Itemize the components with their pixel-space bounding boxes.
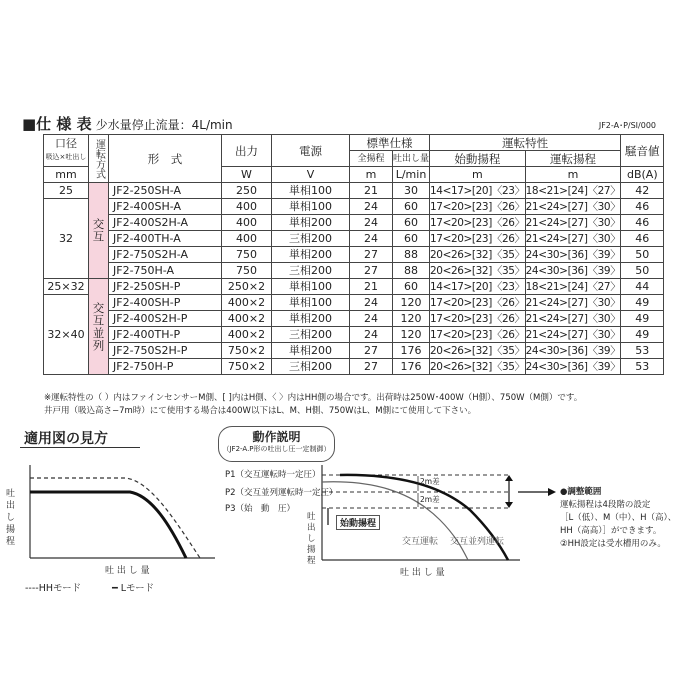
power-cell: 単相200 <box>272 343 350 359</box>
output-cell: 400 <box>222 231 272 247</box>
power-cell: 三相200 <box>272 359 350 375</box>
pointer-arrow-icon <box>548 488 556 496</box>
flow-cell: 120 <box>393 295 430 311</box>
unit-flow: L/min <box>393 167 430 183</box>
power-cell: 単相100 <box>272 279 350 295</box>
run-cell: 24<30>[36]〈39〉 <box>525 248 621 261</box>
noise-cell: 53 <box>621 343 664 359</box>
run-cell: 24<30>[36]〈39〉 <box>525 360 621 373</box>
power-cell: 単相200 <box>272 215 350 231</box>
power-cell: 単相200 <box>272 311 350 327</box>
noise-cell: 46 <box>621 231 664 247</box>
start-cell: 20<26>[32]〈35〉 <box>430 360 525 373</box>
bore-cell: 32×40 <box>44 295 89 375</box>
head-cell: 24 <box>350 215 393 231</box>
start-cell: 20<26>[32]〈35〉 <box>430 344 525 357</box>
group-parallel: 交互並列 <box>89 279 109 375</box>
start-cell: 14<17>[20]〈23〉 <box>430 184 525 197</box>
run-cell: 21<24>[27]〈30〉 <box>525 296 621 309</box>
start-cell: 17<20>[23]〈26〉 <box>430 328 525 341</box>
header-noise: 騒音値 <box>621 135 664 167</box>
unit-noise: dB(A) <box>621 167 664 183</box>
header-flow: 吐出し量 <box>393 151 430 167</box>
model-cell: JF2-750H-A <box>109 263 222 279</box>
head-cell: 24 <box>350 311 393 327</box>
right-diagram-heading-box <box>218 426 335 462</box>
start-cell: 14<17>[20]〈23〉 <box>430 280 525 293</box>
head-cell: 24 <box>350 199 393 215</box>
left-x-label: 吐 出 し 量 <box>105 566 150 576</box>
right-y-label: 吐出し揚程 <box>307 512 316 566</box>
flow-cell: 30 <box>393 183 430 199</box>
power-cell: 三相200 <box>272 231 350 247</box>
model-cell: JF2-400SH-A <box>109 199 222 215</box>
p3-label: P3（始 動 圧） <box>225 504 296 514</box>
hh-mode-curve <box>30 478 200 558</box>
flow-cell: 176 <box>393 359 430 375</box>
bore-cell: 32 <box>44 199 89 279</box>
noise-cell: 50 <box>621 247 664 263</box>
unit-run: m <box>525 167 621 183</box>
adjust-range-line-3: HH（高高）］ができます。 <box>560 526 662 536</box>
p1-label: P1（交互運転時一定圧） <box>225 470 321 480</box>
output-cell: 400×2 <box>222 311 272 327</box>
flow-cell: 120 <box>393 327 430 343</box>
right-x-label: 吐 出 し 量 <box>400 568 445 578</box>
head-cell: 24 <box>350 231 393 247</box>
start-cell: 17<20>[23]〈26〉 <box>430 296 525 309</box>
noise-cell: 46 <box>621 199 664 215</box>
bore-cell: 25 <box>44 183 89 199</box>
noise-cell: 53 <box>621 359 664 375</box>
header-head: 全揚程 <box>350 151 393 167</box>
model-cell: JF2-750S2H-P <box>109 343 222 359</box>
run-cell: 24<30>[36]〈39〉 <box>525 264 621 277</box>
header-model: 形 式 <box>109 135 222 183</box>
range-arrow-down-icon <box>505 502 513 508</box>
legend-l-mode: ━ Lモード <box>112 583 155 594</box>
start-cell: 17<20>[23]〈26〉 <box>430 200 525 213</box>
unit-bore: mm <box>44 167 89 183</box>
unit-start: m <box>430 167 526 183</box>
start-cell: 17<20>[23]〈26〉 <box>430 232 525 245</box>
run-cell: 18<21>[24]〈27〉 <box>525 184 621 197</box>
unit-head: m <box>350 167 393 183</box>
power-cell: 単相100 <box>272 183 350 199</box>
document-id: JF2-A･P/SI/000 <box>598 121 656 130</box>
p2-label: P2（交互並列運転時一定圧） <box>225 488 338 498</box>
note-line-2: 井戸用（吸込高さ−7m時）にて使用する場合は400W以下はL、M、H側、750WはL、M側にて使用して下さい。 <box>44 406 477 416</box>
flow-cell: 120 <box>393 311 430 327</box>
start-cell: 17<20>[23]〈26〉 <box>430 216 525 229</box>
note-line-1: ※運転特性の（ ）内はファインセンサーM側、[ ]内はH側、〈 〉内はHH側の場合です。出荷時は250W･400W（H側）、750W（M側）です。 <box>44 393 583 403</box>
header-perf: 運転特性 <box>430 135 621 151</box>
diff-label-2: 2m差 <box>420 495 440 504</box>
unit-power: V <box>272 167 350 183</box>
page-title: ■仕 様 表 少水量停止流量：4L/min <box>22 115 233 133</box>
power-cell: 単相100 <box>272 295 350 311</box>
power-cell: 単相200 <box>272 247 350 263</box>
output-cell: 750×2 <box>222 343 272 359</box>
adjust-range-note <box>560 486 676 551</box>
model-cell: JF2-400S2H-P <box>109 311 222 327</box>
adjust-range-title: ●調整範囲 <box>560 487 602 497</box>
run-cell: 21<24>[27]〈30〉 <box>525 328 621 341</box>
output-cell: 750 <box>222 247 272 263</box>
noise-cell: 50 <box>621 263 664 279</box>
flow-cell: 60 <box>393 215 430 231</box>
output-cell: 400×2 <box>222 295 272 311</box>
head-cell: 27 <box>350 263 393 279</box>
header-run-head: 運転揚程 <box>525 151 621 167</box>
output-cell: 750×2 <box>222 359 272 375</box>
head-cell: 24 <box>350 295 393 311</box>
alternate-run-label: 交互運転 <box>402 537 439 547</box>
head-cell: 21 <box>350 279 393 295</box>
model-cell: JF2-400TH-A <box>109 231 222 247</box>
head-cell: 27 <box>350 343 393 359</box>
output-cell: 400 <box>222 215 272 231</box>
head-cell: 24 <box>350 327 393 343</box>
header-power: 電源 <box>272 135 350 167</box>
model-cell: JF2-400TH-P <box>109 327 222 343</box>
model-cell: JF2-400S2H-A <box>109 215 222 231</box>
output-cell: 750 <box>222 263 272 279</box>
range-arrow-up-icon <box>505 475 513 481</box>
header-output: 出力 <box>222 135 272 167</box>
left-y-label: 吐出し揚程 <box>6 489 16 547</box>
legend-hh-mode: ----HHモード <box>25 583 82 594</box>
right-diagram-subheading: （JF2-A.P形の吐出し圧一定制御） <box>222 445 331 453</box>
header-method: 運転方式 <box>89 135 109 183</box>
head-cell: 21 <box>350 183 393 199</box>
right-diagram-heading: 動作説明 <box>252 430 301 444</box>
power-cell: 三相200 <box>272 263 350 279</box>
head-cell: 27 <box>350 247 393 263</box>
bore-cell: 25×32 <box>44 279 89 295</box>
run-cell: 21<24>[27]〈30〉 <box>525 312 621 325</box>
diff-label-1: 2m差 <box>420 477 440 486</box>
output-cell: 400×2 <box>222 327 272 343</box>
parallel-run-label: 交互並列運転 <box>450 537 505 547</box>
noise-cell: 46 <box>621 215 664 231</box>
left-diagram-heading: 適用図の見方 <box>24 431 108 447</box>
flow-cell: 176 <box>393 343 430 359</box>
header-start-head: 始動揚程 <box>430 151 526 167</box>
header-bore: 口径 吸込×吐出し <box>44 135 89 167</box>
run-cell: 21<24>[27]〈30〉 <box>525 232 621 245</box>
head-cell: 27 <box>350 359 393 375</box>
run-cell: 21<24>[27]〈30〉 <box>525 200 621 213</box>
adjust-range-line-4: ②HH設定は受水槽用のみ。 <box>560 539 666 549</box>
output-cell: 250×2 <box>222 279 272 295</box>
run-cell: 21<24>[27]〈30〉 <box>525 216 621 229</box>
adjust-range-line-1: 運転揚程は4段階の設定 <box>560 500 651 510</box>
start-head-label: 始動揚程 <box>336 515 380 530</box>
l-mode-curve <box>30 492 186 558</box>
noise-cell: 49 <box>621 311 664 327</box>
power-cell: 三相200 <box>272 327 350 343</box>
model-cell: JF2-250SH-A <box>109 183 222 199</box>
flow-cell: 88 <box>393 263 430 279</box>
model-cell: JF2-750H-P <box>109 359 222 375</box>
power-cell: 単相100 <box>272 199 350 215</box>
output-cell: 250 <box>222 183 272 199</box>
noise-cell: 44 <box>621 279 664 295</box>
unit-output: W <box>222 167 272 183</box>
flow-cell: 60 <box>393 199 430 215</box>
model-cell: JF2-750S2H-A <box>109 247 222 263</box>
start-cell: 20<26>[32]〈35〉 <box>430 264 525 277</box>
flow-cell: 60 <box>393 231 430 247</box>
output-cell: 400 <box>222 199 272 215</box>
adjust-range-line-2: ［L（低）、M（中）、H（高）、 <box>560 513 677 523</box>
start-cell: 20<26>[32]〈35〉 <box>430 248 525 261</box>
run-cell: 18<21>[24]〈27〉 <box>525 280 621 293</box>
model-cell: JF2-400SH-P <box>109 295 222 311</box>
header-standard: 標準仕様 <box>350 135 430 151</box>
group-alternate: 交互 <box>89 183 109 279</box>
noise-cell: 49 <box>621 327 664 343</box>
start-cell: 17<20>[23]〈26〉 <box>430 312 525 325</box>
flow-cell: 88 <box>393 247 430 263</box>
run-cell: 24<30>[36]〈39〉 <box>525 344 621 357</box>
flow-cell: 60 <box>393 279 430 295</box>
model-cell: JF2-250SH-P <box>109 279 222 295</box>
noise-cell: 49 <box>621 295 664 311</box>
noise-cell: 42 <box>621 183 664 199</box>
